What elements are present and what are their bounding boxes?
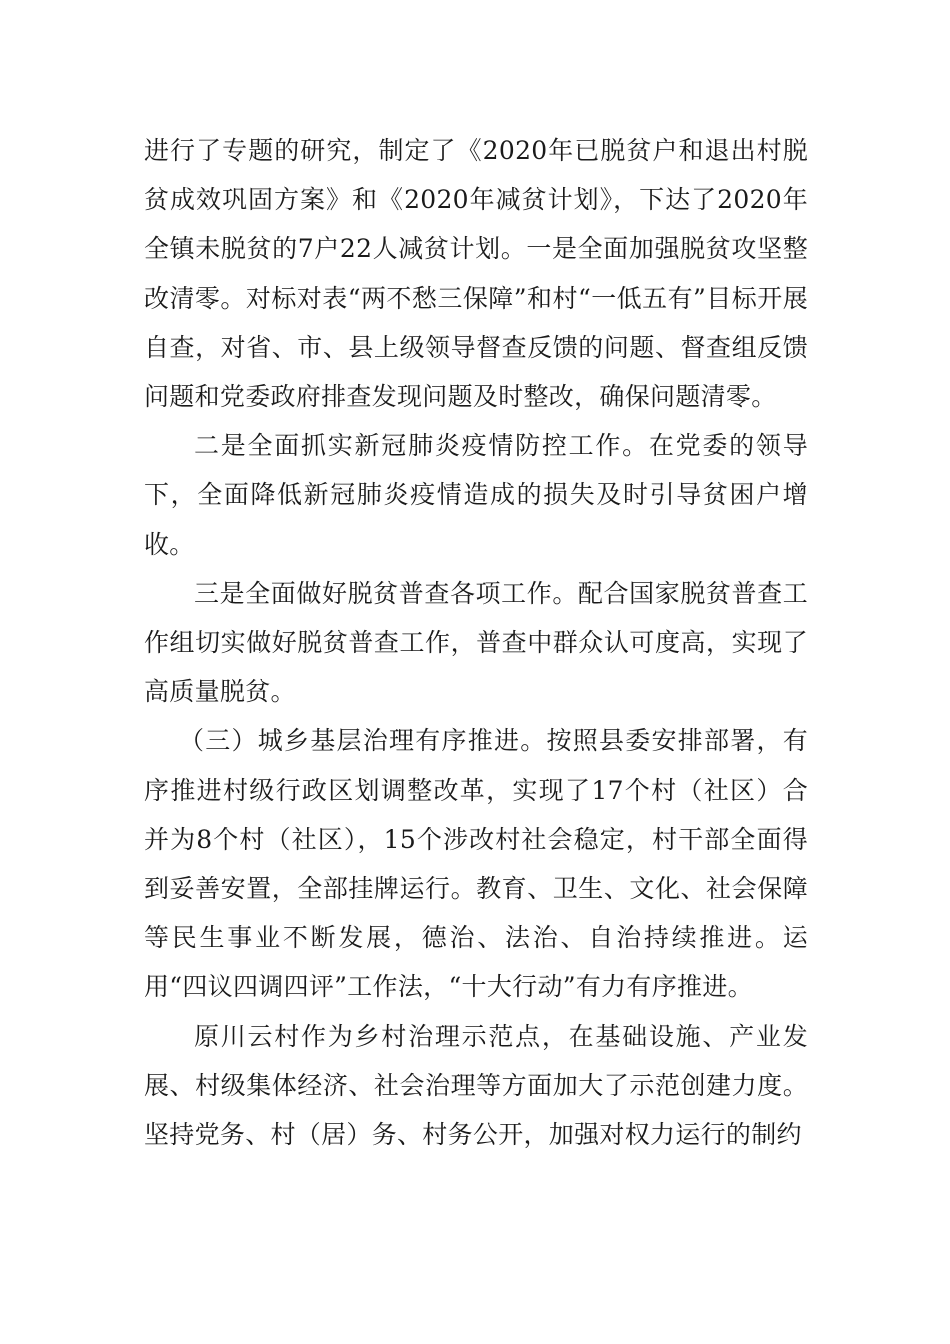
paragraph-epidemic-control: 二是全面抓实新冠肺炎疫情防控工作。在党委的领导下，全面降低新冠肺炎疫情造成的损失及时引导贫困户增收。: [144, 431, 808, 559]
paragraph-section-three: （三）城乡基层治理有序推进。按照县委安排部署，有序推进村级行政区划调整改革，实现了17个村（社区）合并为8个村（社区），15个涉改村社会稳定，村干部全面得到妥善安置，全部挂牌运行。教育、卫生、文化、社会保障等民生事业不断发展，德治、法治、自治持续推进。运用“四议四调四评”工作法，“十大行动”有力有序推进。: [144, 726, 808, 1002]
paragraph-demonstration-village: 原川云村作为乡村治理示范点，在基础设施、产业发展、村级集体经济、社会治理等方面加大了示范创建力度。坚持党务、村（居）务、村务公开，加强对权力运行的制约: [144, 1021, 808, 1150]
paragraph-poverty-census: 三是全面做好脱贫普查各项工作。配合国家脱贫普查工作组切实做好脱贫普查工作，普查中群众认可度高，实现了高质量脱贫。: [144, 578, 808, 707]
body-text: [144, 126, 808, 1159]
paragraph-continuation: 进行了专题的研究，制定了《2020年已脱贫户和退出村脱贫成效巩固方案》和《2020年减贫计划》，下达了2020年全镇未脱贫的7户22人减贫计划。一是全面加强脱贫攻坚整改清零。对标对表“两不愁三保障”和村“一低五有”目标开展自查，对省、市、县上级领导督查反馈的问题、督查组反馈问题和党委政府排查发现问题及时整改，确保问题清零。: [144, 136, 808, 412]
